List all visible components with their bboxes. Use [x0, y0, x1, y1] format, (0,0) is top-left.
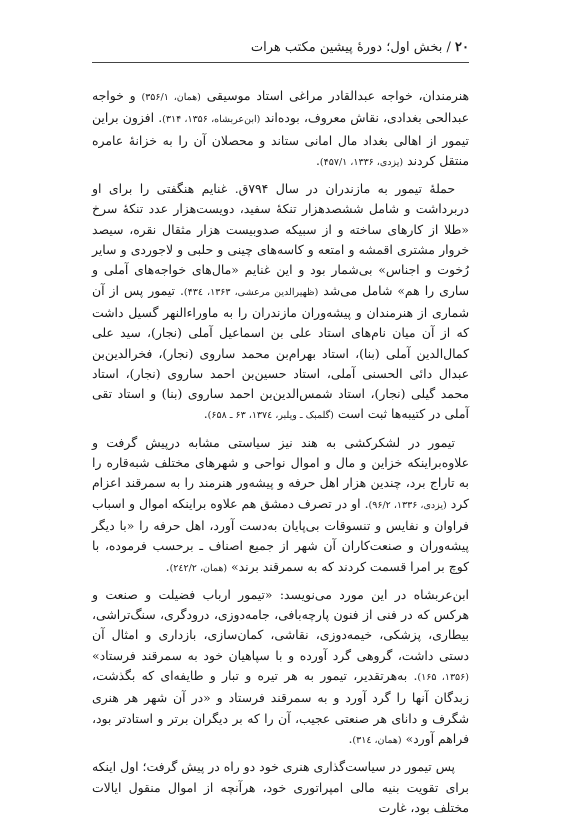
citation: (ظهیرالدین مرعشی، ۱۳۶۳، ۴۳٤) [183, 286, 319, 298]
citation: (گلمبک ـ ویلبر، ۱۳۷٤، ۶۳ ـ ۶۵۸) [207, 410, 334, 422]
text-run: . [203, 406, 208, 422]
text-run: حملهٔ تیمور به مازندران در سال ۷۹۴ق. غنایم هنگفتی را برای او دربرداشت و شامل ششصدهزار تنکهٔ سفید، دویست‌هزار عدد تنکهٔ سرخ «طلا از کارهای ساخته و از سبیکه صدوبیست هزار مثقال نقره، سیصد خروار مشتری اقمشه و امتعه و کاسه‌های چینی و حلبی و لاجوردی و سایر رُخوت و اجناس» بی‌شمار بود و این غنایم «مال‌های خواجه‌های آملی و ساری را هم» شامل می‌شد [92, 181, 469, 298]
paragraph-5 [92, 757, 469, 818]
running-header-title: / بخش اول؛ دورهٔ پیشین مکتب هرات [250, 40, 456, 55]
text-run: . افزون براین تیمور از اهالی بغداد مال امانی ستاند و محصلان آن را به خزانهٔ عامره منتقل کردند [92, 110, 469, 168]
paragraph-4 [92, 585, 469, 751]
text-run: تیمور در لشکرکشی به هند نیز سیاستی مشابه درپیش گرفت و علاوه‌براینکه خزاین و مال و اموال نواحی و شهرهای مختلف شبه‌قاره را به تاراج برد، چندین هزار اهل حرفه و پیشه‌ور هنرمند را به سمرقند اعزام کرد [92, 434, 469, 511]
text-run: . به‌هرتقدیر، تیمور به هر تیره و تبار و طایفه‌ای که بگذشت، زبدگان آنها را گرد آورد و به سمرقند فرستاد و «در آن شهر هر هنری شگرف و دانای هر صنعتی عجیب، آن را که بر دیگران برتر و استادتر بود، فراهم آورد» [92, 668, 469, 746]
citation: (یزدی، ۱۳۳۶، ۴۵۷/۱) [319, 156, 404, 168]
text-run: . تیمور پس از آن شماری از هنرمندان و پیشه‌وران مازندران را به ماوراءالنهر گسیل داشت که از آن میان نام‌های استاد علی بن اسماعیل آملی (نجار)، سید علی کمال‌الدین آملی (بنا)، استاد بهرام‌بن محمد ساروی (نجار)، فخرالدین‌بن عبدال دائی الحسنی آملی، استاد حسین‌بن احمد ساروی (نجار)، استاد محمد گیلی (نجار)، استاد شمس‌الدین‌بن احمد ساروی (بنا) و استاد تقی آملی در کتیبه‌ها ثبت است [92, 282, 469, 422]
text-run: هنرمندان، خواجه عبدالقادر مراغی استاد موسیقی [200, 88, 469, 103]
text-run: . [315, 152, 320, 168]
text-run: . او در تصرف دمشق هم علاوه براینکه اموال و اسباب فراوان و نفایس و تنسوقات بی‌پایان به‌دست آورد، اهل حرفه را «با دیگر پیشه‌وران و صنعت‌کاران آن شهر از جمیع اصناف ـ برحسب فرموده، با کوچ بر امرا قسمت کردند که به سمرقند برند» [92, 495, 469, 574]
header-rule [92, 62, 469, 63]
citation: (یزدی، ۱۳۳۶، ۹۶/۲) [368, 499, 447, 511]
text-run: . [348, 730, 353, 746]
running-header [92, 40, 469, 58]
citation: (۱۳۵۶، ۱۶۵) [417, 672, 469, 684]
citation: (ابن‌عربشاه، ۱۳۵۶، ۳۱۴) [162, 114, 261, 126]
paragraph-1 [92, 86, 469, 173]
text-run: ابن‌عربشاه در این مورد می‌نویسد: «تیمور ارباب فضیلت و صنعت و هرکس که در فنی از فنون پارچه‌بافی، جامه‌دوزی، درودگری، سنگ‌تراشی، بیطاری، پزشکی، خیمه‌دوزی، نقاشی، کمان‌سازی، بازداری و امثال آن دستی داشت، گروهی گرد آورده و با سپاهیان خود به سمرقند فرستاد» [92, 586, 469, 663]
paragraph-3 [92, 433, 469, 579]
citation: (همان، ۲٤۲/۲) [169, 562, 228, 574]
main-text [92, 86, 469, 824]
page-number: ۲۰ [455, 40, 469, 55]
text-run: و خواجه عبدالحی بغدادی، نقاش معروف، بوده‌اند [92, 88, 469, 126]
citation: (همان، ۳۱٤) [352, 734, 402, 746]
text-run: . [165, 558, 170, 574]
paragraph-2 [92, 179, 469, 427]
text-run: پس تیمور در سیاست‌گذاری هنری خود دو راه در پیش گرفت؛ اول اینکه برای تقویت بنیه مالی امپراتوری خود، هرآنچه از اموال منقول ایالات مختلف بود، غارت [92, 759, 469, 815]
citation: (همان، ۳۵۶/۱) [141, 92, 201, 103]
